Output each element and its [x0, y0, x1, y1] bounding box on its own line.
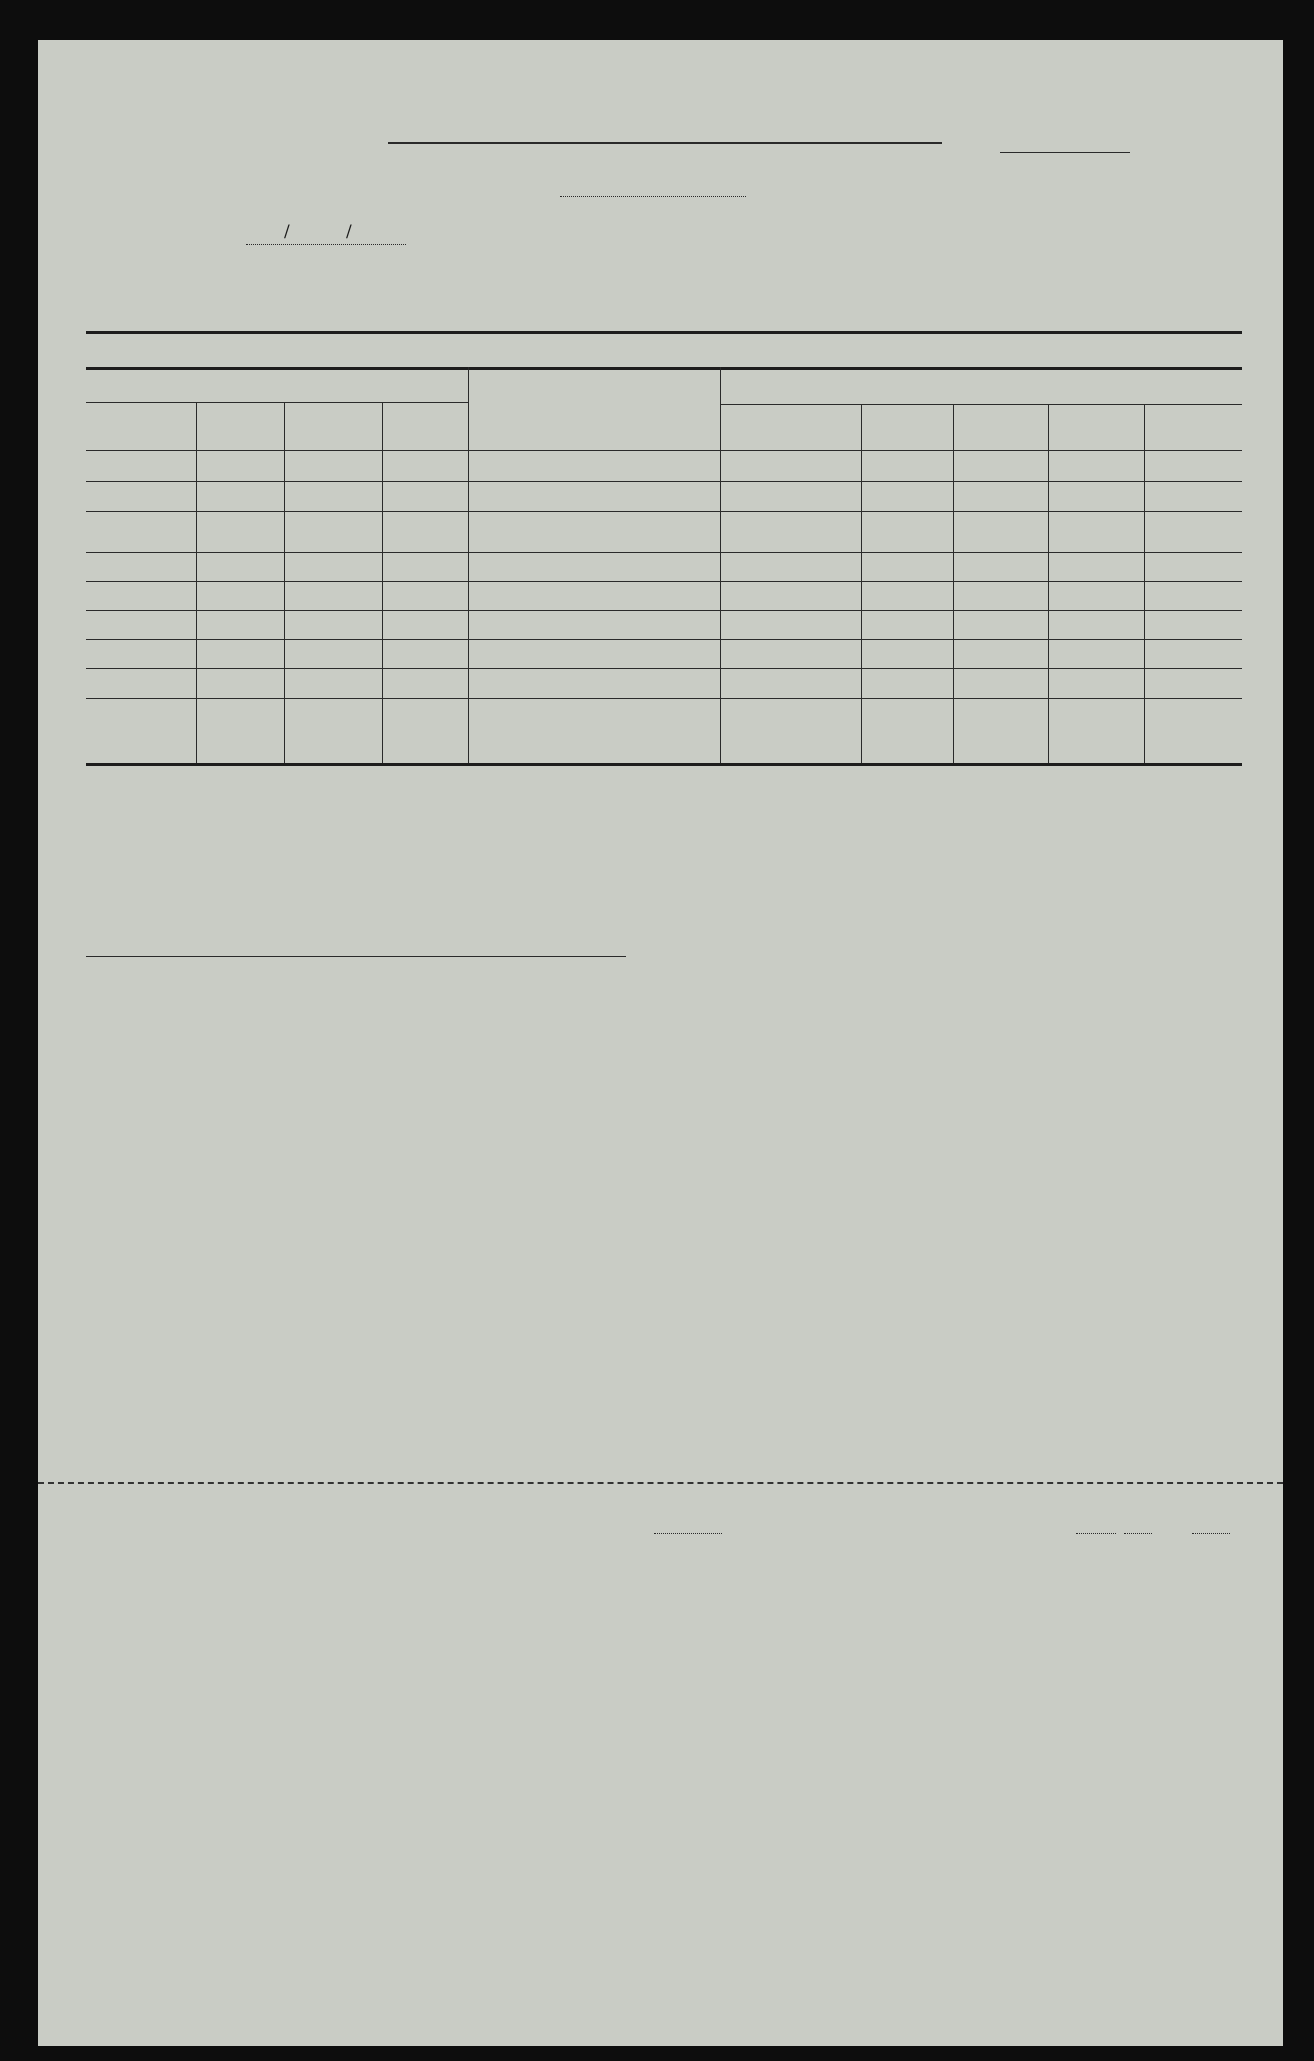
we-header-line — [86, 402, 468, 403]
part-a-row-line — [86, 552, 1242, 553]
part-a-row-line — [86, 511, 1242, 512]
form-paper — [38, 40, 1283, 2046]
col-line — [1048, 404, 1049, 763]
col-line — [468, 367, 469, 763]
col-line — [1144, 404, 1145, 763]
part-a-row-line — [86, 698, 1242, 699]
title-underline — [388, 142, 942, 144]
part-a-row-line — [86, 481, 1242, 482]
col-line — [861, 404, 862, 763]
part-a-row-line — [86, 581, 1242, 582]
col-line — [196, 402, 197, 763]
col-line — [284, 402, 285, 763]
serial-underline — [1000, 152, 1130, 153]
part-a-row-line — [86, 639, 1242, 640]
perforation-line — [38, 1482, 1283, 1484]
col-line — [953, 404, 954, 763]
part-a-row-line — [86, 450, 1242, 451]
col-line — [382, 402, 383, 763]
attached-header-line — [720, 404, 1242, 405]
col-line — [720, 367, 721, 763]
part-a-row-line — [86, 668, 1242, 669]
part-a-row-line — [86, 610, 1242, 611]
date-underline — [560, 196, 746, 197]
part-a-row-line — [86, 763, 1242, 766]
